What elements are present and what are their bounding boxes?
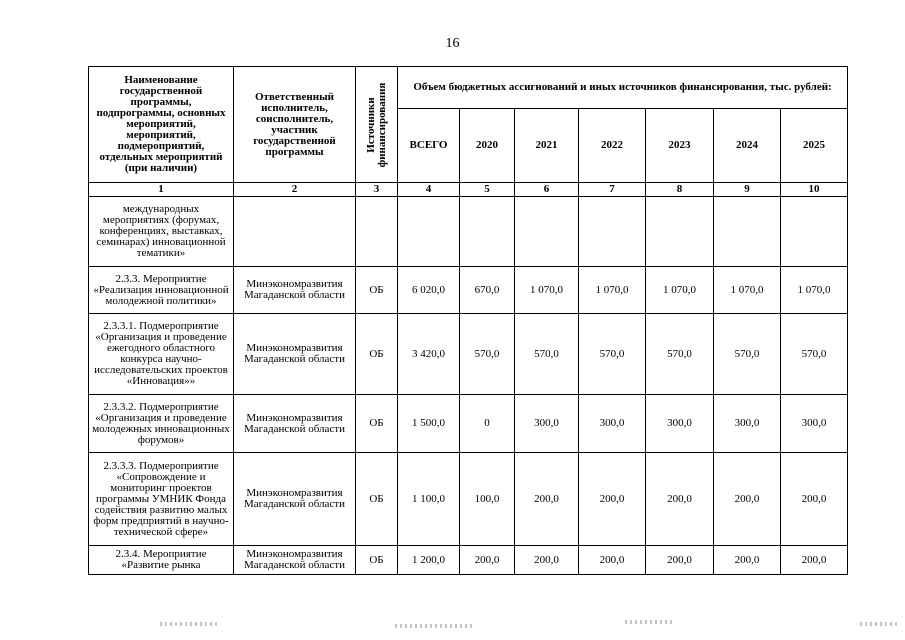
row-value <box>646 197 714 267</box>
row-source: ОБ <box>356 314 398 395</box>
row-executor: Минэкономразвития Магаданской области <box>234 546 356 575</box>
row-source: ОБ <box>356 546 398 575</box>
row-name: международных мероприятиях (форумах, конференциях, выставках, семинарах) инновационной тематики» <box>89 197 234 267</box>
header-year: 2020 <box>460 109 515 183</box>
row-source: ОБ <box>356 267 398 314</box>
row-name: 2.3.3. Мероприятие «Реализация инновационной молодежной политики» <box>89 267 234 314</box>
row-value: 200,0 <box>714 453 781 546</box>
row-value: 1 100,0 <box>398 453 460 546</box>
column-number: 3 <box>356 183 398 197</box>
scan-artifact <box>160 622 220 626</box>
row-executor: Минэкономразвития Магаданской области <box>234 314 356 395</box>
header-funding-title: Объем бюджетных ассигнований и иных источников финансирования, тыс. рублей: <box>398 67 848 109</box>
row-value: 1 070,0 <box>714 267 781 314</box>
row-value <box>515 197 579 267</box>
row-value: 0 <box>460 395 515 453</box>
header-funding-source <box>356 67 398 183</box>
column-number: 6 <box>515 183 579 197</box>
row-value: 300,0 <box>646 395 714 453</box>
row-value: 6 020,0 <box>398 267 460 314</box>
header-year: 2021 <box>515 109 579 183</box>
column-number: 9 <box>714 183 781 197</box>
header-year: 2024 <box>714 109 781 183</box>
row-value: 200,0 <box>781 453 848 546</box>
row-value: 1 070,0 <box>515 267 579 314</box>
row-value: 200,0 <box>714 546 781 575</box>
budget-table <box>88 66 848 575</box>
row-name: 2.3.3.2. Подмероприятие «Организация и проведение молодежных инновационных форумов» <box>89 395 234 453</box>
column-number: 7 <box>579 183 646 197</box>
row-name: 2.3.3.1. Подмероприятие «Организация и проведение ежегодного областного конкурса научно-исследовательских проектов «Инновация»» <box>89 314 234 395</box>
table-row <box>89 267 848 314</box>
row-value: 300,0 <box>579 395 646 453</box>
row-executor: Минэкономразвития Магаданской области <box>234 453 356 546</box>
row-name: 2.3.4. Мероприятие «Развитие рынка <box>89 546 234 575</box>
row-value <box>398 197 460 267</box>
row-value: 570,0 <box>781 314 848 395</box>
header-program-name: Наименование государственной программы, подпрограммы, основных мероприятий, мероприятий, подмероприятий, отдельных мероприятий (при наличии) <box>89 67 234 183</box>
table-row <box>89 453 848 546</box>
column-number: 2 <box>234 183 356 197</box>
scan-artifact <box>625 620 675 624</box>
row-executor <box>234 197 356 267</box>
row-value: 570,0 <box>515 314 579 395</box>
row-value: 200,0 <box>579 453 646 546</box>
page-number: 16 <box>445 36 460 51</box>
row-value: 300,0 <box>714 395 781 453</box>
row-value: 200,0 <box>460 546 515 575</box>
column-number: 10 <box>781 183 848 197</box>
row-value: 200,0 <box>646 546 714 575</box>
row-source: ОБ <box>356 453 398 546</box>
column-number: 5 <box>460 183 515 197</box>
row-value: 1 070,0 <box>781 267 848 314</box>
row-value: 3 420,0 <box>398 314 460 395</box>
row-value: 300,0 <box>515 395 579 453</box>
table-row <box>89 314 848 395</box>
row-value: 670,0 <box>460 267 515 314</box>
row-value <box>781 197 848 267</box>
row-value: 1 070,0 <box>579 267 646 314</box>
header-year: ВСЕГО <box>398 109 460 183</box>
header-year: 2025 <box>781 109 848 183</box>
row-value: 300,0 <box>781 395 848 453</box>
row-source: ОБ <box>356 395 398 453</box>
column-number: 1 <box>89 183 234 197</box>
header-year: 2023 <box>646 109 714 183</box>
row-value: 200,0 <box>646 453 714 546</box>
row-value: 1 200,0 <box>398 546 460 575</box>
row-value: 570,0 <box>714 314 781 395</box>
row-name: 2.3.3.3. Подмероприятие «Сопровождение и мониторинг проектов программы УМНИК Фонда содействия развитию малых форм предприятий в научно-технической сфере» <box>89 453 234 546</box>
row-value: 200,0 <box>579 546 646 575</box>
row-value: 570,0 <box>460 314 515 395</box>
row-value: 1 500,0 <box>398 395 460 453</box>
row-value: 570,0 <box>579 314 646 395</box>
row-source <box>356 197 398 267</box>
row-value: 200,0 <box>781 546 848 575</box>
row-value: 570,0 <box>646 314 714 395</box>
row-executor: Минэкономразвития Магаданской области <box>234 395 356 453</box>
row-value: 200,0 <box>515 546 579 575</box>
table-row <box>89 197 848 267</box>
row-value <box>579 197 646 267</box>
header-funding-source-label: Источники финансирования <box>364 82 388 167</box>
header-year: 2022 <box>579 109 646 183</box>
row-value <box>460 197 515 267</box>
column-numbers-row <box>89 183 848 197</box>
table-row <box>89 395 848 453</box>
table-row <box>89 546 848 575</box>
header-executor: Ответственный исполнитель, соисполнитель, участник государственной программы <box>234 67 356 183</box>
row-executor: Минэкономразвития Магаданской области <box>234 267 356 314</box>
column-number: 8 <box>646 183 714 197</box>
scan-artifact <box>860 622 900 626</box>
row-value: 100,0 <box>460 453 515 546</box>
column-number: 4 <box>398 183 460 197</box>
scan-artifact <box>395 624 475 628</box>
row-value: 1 070,0 <box>646 267 714 314</box>
row-value <box>714 197 781 267</box>
row-value: 200,0 <box>515 453 579 546</box>
